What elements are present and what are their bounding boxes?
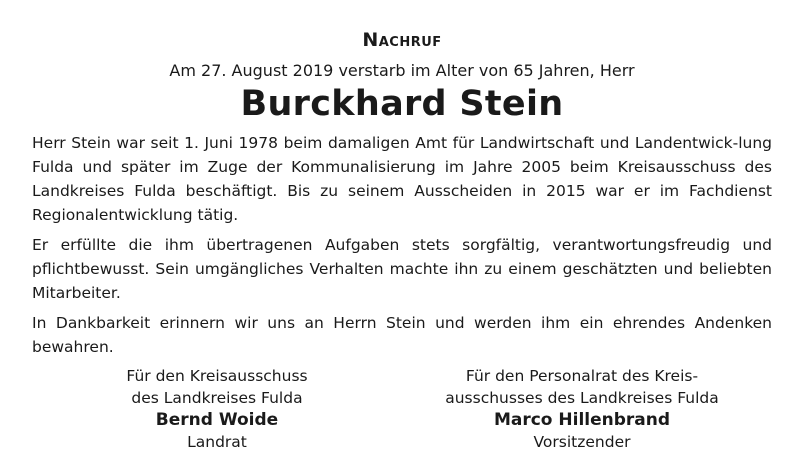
obituary-notice [32,0,772,460]
signatory-name: Marco Hillenbrand [493,410,671,430]
signatory-role: Vorsitzender [533,433,631,451]
notice-intro: Am 27. August 2019 verstarb im Alter von 65 Jahren, Herr [169,61,635,80]
signatory-name: Bernd Woide [155,410,279,430]
notice-heading: Nachruf [362,29,442,51]
signatory-role: Landrat [187,433,247,451]
signature-org-line: Für den Kreisausschuss [126,367,308,385]
signature-org-line: ausschusses des Landkreises Fulda [445,389,719,407]
paragraph-career: Herr Stein war seit 1. Juni 1978 beim damaligen Amt für Landwirtschaft und Landentwick-lung Fulda und später im Zuge der Kommunalisierung im Jahre 2005 beim Kreisausschuss des Landkreises Fulda beschäftigt. Bis zu seinem Ausscheiden in 2015 war er im Fachdienst Regionalentwicklung tätig. [32,134,772,224]
signature-org-line: des Landkreises Fulda [131,389,303,407]
signature-block-kreisausschuss [92,365,342,453]
paragraph-character: Er erfüllte die ihm übertragenen Aufgaben stets sorgfältig, verantwortungsfreudig und pflichtbewusst. Sein umgängliches Verhalten machte ihn zu einem geschätzten und beliebten Mitarbeiter. [32,236,772,302]
signature-block-personalrat [437,365,727,453]
paragraph-remembrance: In Dankbarkeit erinnern wir uns an Herrn Stein und werden ihm ein ehrendes Andenken bewahren. [32,314,772,356]
signature-org-line: Für den Personalrat des Kreis- [465,367,699,385]
deceased-name: Burckhard Stein [240,84,564,124]
